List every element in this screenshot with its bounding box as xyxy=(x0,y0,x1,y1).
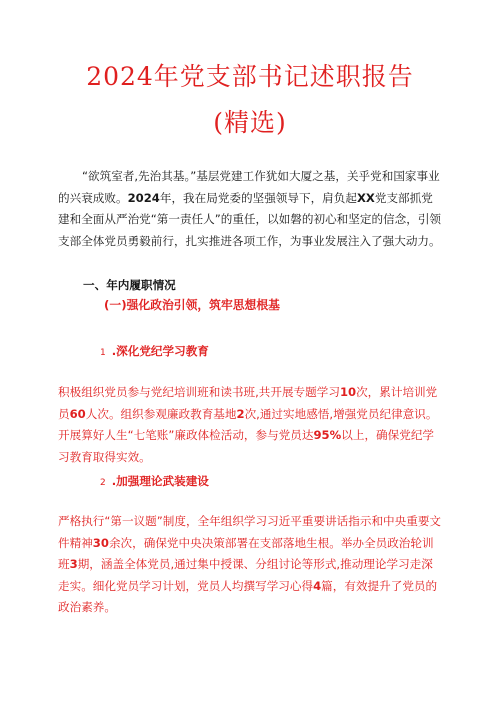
item1-text-d: 次,通过实地感悟,增强党员纪律意识。开展算好人生“七笔账”廉政体检活动，参与党员达 xyxy=(58,406,438,442)
subsection-heading: (一)强化政治引领，筑牢思想根基 xyxy=(104,298,280,312)
item-heading-2 xyxy=(100,473,209,489)
item2-text-a: 严格执行“第一议题”制度，全年组织学习习近平重要讲话指示和中央重要文件精神 xyxy=(58,514,442,550)
item1-text-b: 次，累计培训党员 xyxy=(58,385,438,421)
item-number-2: 2 xyxy=(100,478,106,488)
item1-number-d: 95% xyxy=(313,428,342,442)
item2-text-b: 余次，确保党中央决策部署在支部落地生根。举办全员政治轮训班 xyxy=(58,535,434,571)
item1-text-e: 以上，确保党纪学习教育取得实效。 xyxy=(58,428,435,464)
intro-text-1: “欲筑室者,先治其基。”基层党建工作犹如大厦之基，关乎党和国家事业的兴衰成败。 xyxy=(58,169,440,205)
document-subtitle: (精选) xyxy=(213,108,287,137)
item1-number-c: 2 xyxy=(236,406,245,421)
item-body-1 xyxy=(58,382,442,468)
item1-number-b: 60 xyxy=(69,406,86,421)
item2-number-a: 30 xyxy=(92,535,109,550)
item1-number-a: 10 xyxy=(339,385,357,399)
item-number-1: 1 xyxy=(100,348,106,358)
item-heading-1 xyxy=(100,343,209,359)
intro-text-2: 年，我在局党委的坚强领导下，肩负起 xyxy=(159,190,357,205)
intro-branch-name: XX xyxy=(356,190,375,205)
intro-paragraph xyxy=(58,166,442,252)
item-body-2 xyxy=(58,511,442,619)
item2-text-c: 期，涵盖全体党员,通过集中授课、分组讨论等形式,推动理论学习走深走实。细化党员学习计划，党员人均撰写学习心得 xyxy=(58,557,433,593)
item2-number-c: 4 xyxy=(313,578,322,593)
item2-text-d: 篇，有效提升了党员的政治素养。 xyxy=(58,578,438,614)
item1-text-a: 积极组织党员参与党纪培训班和读书班,共开展专题学习 xyxy=(58,385,340,399)
item2-number-b: 3 xyxy=(69,557,78,571)
intro-year: 2024 xyxy=(127,190,160,205)
item-title-2: .加强理论武装建设 xyxy=(111,474,209,488)
intro-text-3: 党支部抓党建和全面从严治党“第一责任人”的重任，以如磐的初心和坚定的信念，引领支部全体党员勇毅前行，扎实推进各项工作，为事业发展注入了强大动力。 xyxy=(58,190,442,248)
item-title-1: .深化党纪学习教育 xyxy=(111,344,209,358)
section-heading: 一、年内履职情况 xyxy=(83,278,176,292)
document-title: 2024年党支部书记述职报告 xyxy=(86,62,414,91)
item1-text-c: 人次。组织参观廉政教育基地 xyxy=(85,406,237,421)
